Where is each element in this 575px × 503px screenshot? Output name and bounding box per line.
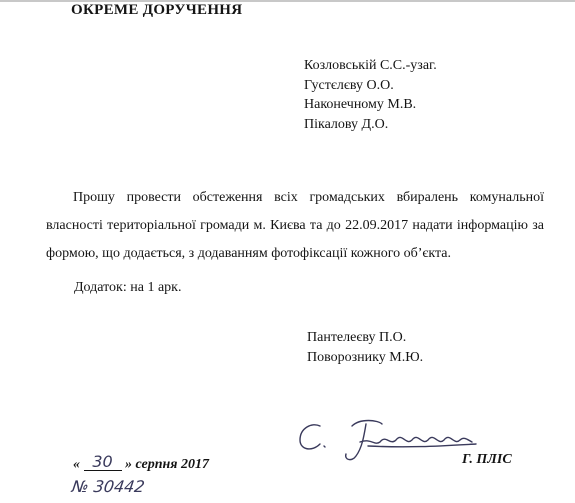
date-open-quote: « — [73, 457, 80, 472]
copy-recipient-list — [307, 328, 423, 367]
document-heading: ОКРЕМЕ ДОРУЧЕННЯ — [71, 2, 243, 18]
signer-name: Г. ПЛІС — [462, 452, 512, 467]
addressee: Пікалову Д.О. — [304, 116, 389, 132]
attachment-note: Додаток: на 1 арк. — [74, 280, 182, 295]
date-day-handwritten: 30 — [84, 454, 122, 471]
date-month-year: серпня 2017 — [135, 457, 210, 472]
addressee: Наконечному М.В. — [304, 97, 417, 112]
copy-recipient: Пантелеєву П.О. — [307, 330, 407, 345]
addressee-list — [304, 56, 437, 134]
registration-number-handwritten: № 30442 — [70, 477, 146, 496]
instruction-paragraph: Прошу провести обстеження всіх громадських вбиралень комунальної власності територіальної громади м. Києва та до 22.09.2017 надати інформацію за формою, що додається, з додаванням фотофіксації кожного об’єкта. — [46, 190, 544, 261]
copy-recipient: Поворознику М.Ю. — [307, 349, 424, 365]
date-close-quote: » — [125, 457, 132, 472]
addressee: Густєлєву О.О. — [304, 77, 394, 93]
document-date — [73, 452, 210, 473]
handwritten-signature — [290, 412, 480, 468]
addressee: Козловській С.С.-узаг. — [304, 58, 437, 73]
